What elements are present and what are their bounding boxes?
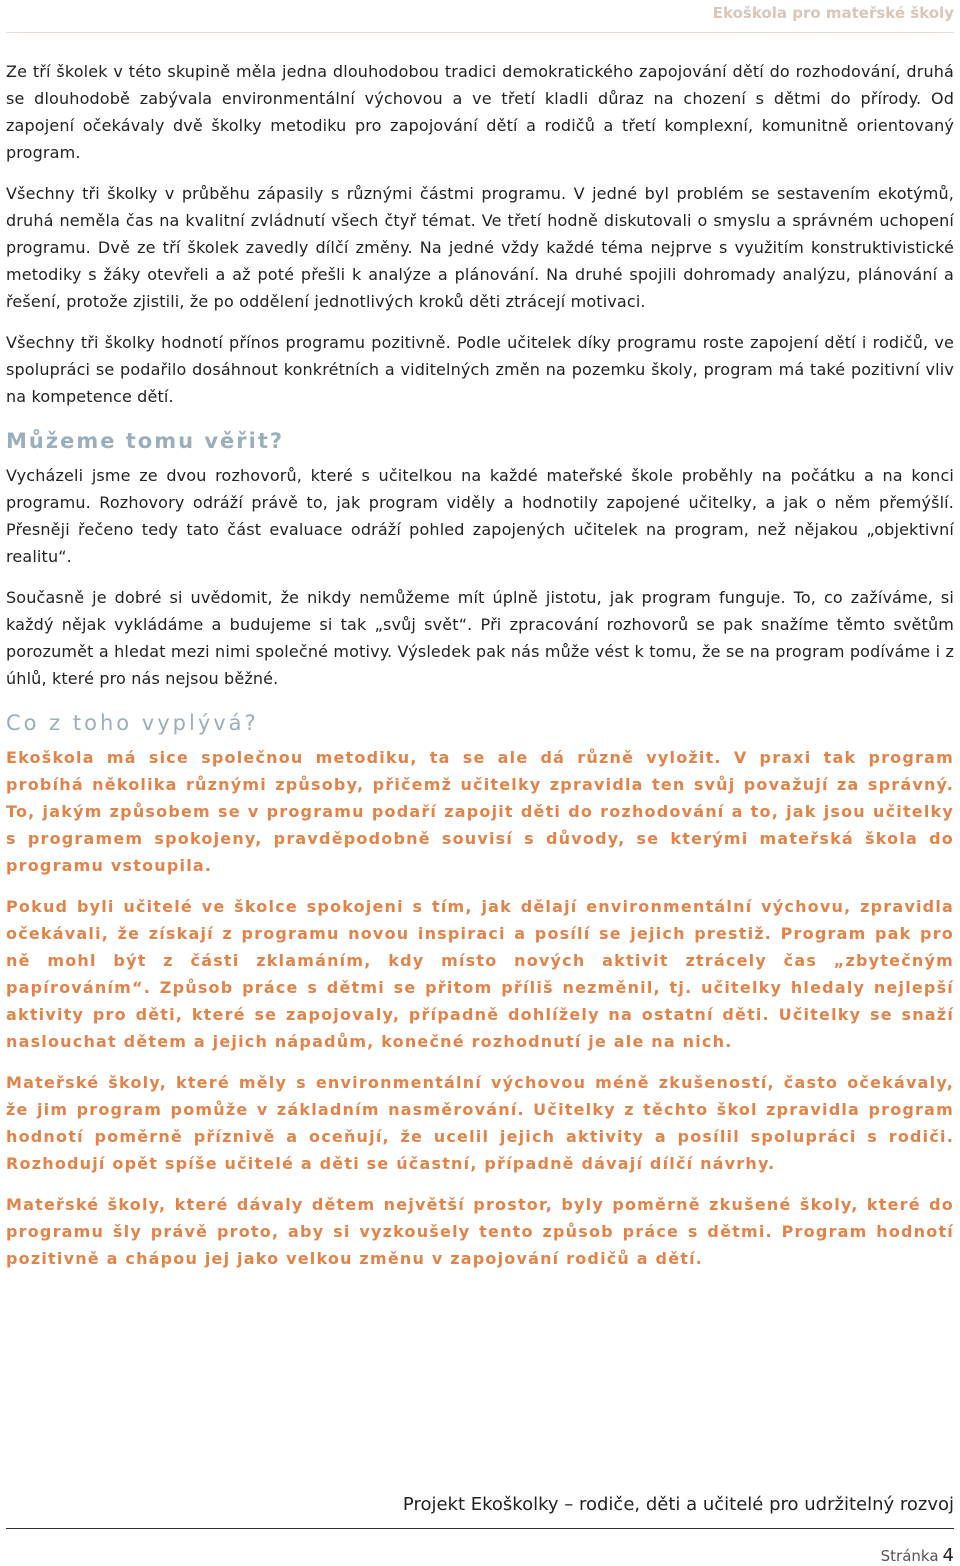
paragraph-method: Vycházeli jsme ze dvou rozhovorů, které s učitelkou na každé mateřské škole proběhly na počátku a na konci programu. Rozhovory odráží právě to, jak program viděly a hodnotily zapojené učitelky, a jak o něm přemýšlí. Přesněji řečeno tedy tato část evaluace odráží pohled zapojených učitelek na program, než nějakou „objektivní realitu“. <box>6 466 954 566</box>
document-body <box>6 58 954 1286</box>
paragraph-intro: Ze tří školek v této skupině měla jedna dlouhodobou tradici demokratického zapojování dětí do rozhodování, druhá se dlouhodobě zabývala environmentální výchovou a ve třetí kladli důraz na chození s dětmi do přírody. Od zapojení očekávaly dvě školky metodiku pro zapojování dětí a rodičů a třetí komplexní, komunitně orientovaný program. <box>6 62 954 162</box>
paragraph-conclusion-2: Pokud byli učitelé ve školce spokojeni s tím, jak dělají environmentální výchovu, zpravidla očekávali, že získají z programu novou inspiraci a posílí se jejich prestiž. Program pak pro ně mohl být z části zklamáním, kdy místo nových aktivit ztrácely čas „zbytečným papírováním“. Způsob práce s dětmi se přitom příliš nezměnil, tj. učitelky hledaly nejlepší aktivity pro děti, které se zapojovaly, případně dohlížely na ostatní děti. Učitelky se snaží naslouchat dětem a jejich nápadům, konečné rozhodnutí je ale na nich. <box>6 897 954 1051</box>
section-heading-trust: Můžeme tomu věřit? <box>6 429 285 453</box>
paragraph-certainty: Současně je dobré si uvědomit, že nikdy nemůžeme mít úplně jistotu, jak program funguje. To, co zažíváme, si každý nějak vykládáme a budujeme si tak „svůj svět“. Při zpracování rozhovorů se pak snažíme těmto světům porozumět a hledat mezi nimi společné motivy. Výsledek pak nás může vést k tomu, že se na program podíváme i z úhlů, které pro nás nejsou běžné. <box>6 588 954 688</box>
page-label: Stránka <box>880 1547 939 1565</box>
paragraph-conclusion-4: Mateřské školy, které dávaly dětem největší prostor, byly poměrně zkušené školy, které do programu šly právě proto, aby si vyzkoušely tento způsob práce s dětmi. Program hodnotí pozitivně a chápou jej jako velkou změnu v zapojování rodičů a dětí. <box>6 1195 954 1268</box>
section-heading-conclusions: Co z toho vyplývá? <box>6 711 259 735</box>
paragraph-conclusion-1: Ekoškola má sice společnou metodiku, ta se ale dá různě vyložit. V praxi tak program probíhá několika různými způsoby, přičemž učitelky zpravidla ten svůj považují za správný. To, jakým způsobem se v programu podaří zapojit děti do rozhodování a to, jak jsou učitelky s programem spokojeny, pravděpodobně souvisí s důvody, se kterými mateřská škola do programu vstoupila. <box>6 748 954 875</box>
footer-divider <box>6 1528 954 1529</box>
header-divider <box>6 32 954 33</box>
paragraph-conclusion-3: Mateřské školy, které měly s environmentální výchovou méně zkušeností, často očekávaly, že jim program pomůže v základním nasměrování. Učitelky z těchto škol zpravidla program hodnotí poměrně příznivě a oceňují, že ucelil jejich aktivity a posílil spolupráci s rodiči. Rozhodují opět spíše učitelé a děti se účastní, případně dávají dílčí návrhy. <box>6 1073 954 1173</box>
running-header: Ekoškola pro mateřské školy <box>712 4 954 22</box>
footer-project-title: Projekt Ekoškolky – rodiče, děti a učitelé pro udržitelný rozvoj <box>402 1494 954 1515</box>
page-number <box>881 1545 954 1566</box>
paragraph-evaluation: Všechny tři školky hodnotí přínos programu pozitivně. Podle učitelek díky programu roste zapojení dětí i rodičů, ve spolupráci se podařilo dosáhnout konkrétních a viditelných změn na pozemku školy, program má také pozitivní vliv na kompetence dětí. <box>6 333 954 406</box>
paragraph-struggles: Všechny tři školky v průběhu zápasily s různými částmi programu. V jedné byl problém se sestavením ekotýmů, druhá neměla čas na kvalitní zvládnutí všech čtyř témat. Ve třetí hodně diskutovali o smyslu a správném uchopení programu. Dvě ze tří školek zavedly dílčí změny. Na jedné vždy každé téma nejprve s využitím konstruktivistické metodiky s žáky otevřeli a až poté přešli k analýze a plánování. Na druhé spojili dohromady analýzu, plánování a řešení, protože zjistili, že po oddělení jednotlivých kroků děti ztrácejí motivaci. <box>6 184 954 311</box>
page-number-value: 4 <box>942 1545 954 1566</box>
